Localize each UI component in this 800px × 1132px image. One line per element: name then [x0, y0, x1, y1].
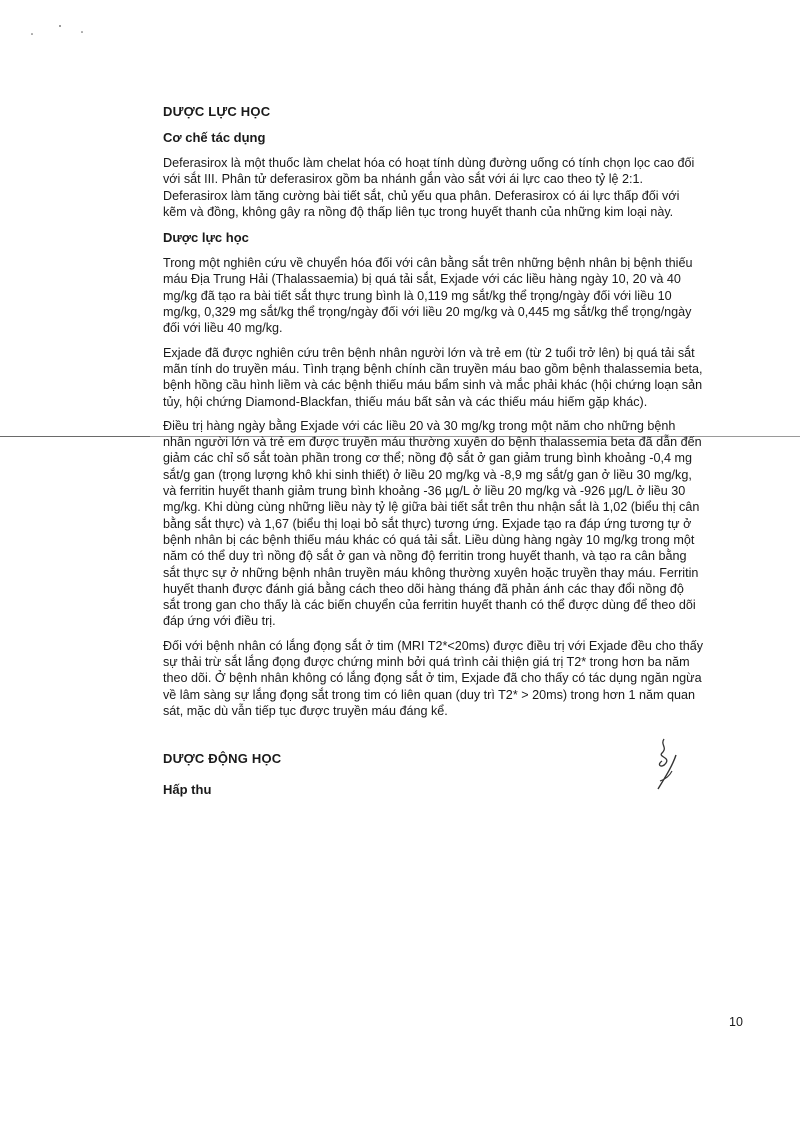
section-heading-pharmacodynamics: DƯỢC LỰC HỌC	[163, 104, 271, 119]
document-body	[163, 104, 703, 807]
subheading-absorption: Hấp thu	[163, 782, 212, 798]
handwritten-initials	[650, 735, 686, 793]
scan-speck-marks	[30, 20, 90, 50]
paragraph-iron-balance-study: Trong một nghiên cứu về chuyển hóa đối với cân bằng sắt trên những bệnh nhân bị bệnh thiếu máu Địa Trung Hải (Thalassaemia) bị quá tải sắt, Exjade với các liều hàng ngày 10, 20 và 40 mg/kg đã tạo ra bài tiết sắt thực trung bình là 0,119 mg sắt/kg thể trọng/ngày đối với liều 10 mg/kg, 0,329 mg sắt/kg thể trọng/ngày đối với liều 20 mg/kg và 0,445 mg sắt/kg thể trọng/ngày đối với liều 40 mg/kg.	[163, 256, 693, 336]
subheading-mechanism: Cơ chế tác dụng	[163, 130, 266, 145]
subheading-pharmacodynamics: Dược lực học	[163, 230, 249, 246]
scan-fold-line-left	[0, 436, 150, 437]
paragraph-mechanism: Deferasirox là một thuốc làm chelat hóa có hoạt tính dùng đường uống có tính chọn lọc cao đối với sắt III. Phân tử deferasirox gồm ba nhánh gắn vào sắt với ái lực cao theo tỷ lệ 2:1. Deferasirox làm tăng cường bài tiết sắt, chủ yếu qua phân. Deferasirox có ái lực thấp đối với kẽm và đồng, không gây ra nồng độ thấp liên tục trong huyết thanh của những kim loại này.	[163, 156, 695, 219]
section-heading-pharmacokinetics: DƯỢC ĐỘNG HỌC	[163, 751, 282, 767]
page-number: 10	[729, 1015, 743, 1029]
paragraph-daily-treatment: Điều trị hàng ngày bằng Exjade với các liều 20 và 30 mg/kg trong một năm cho những bệnh nhân người lớn và trẻ em được truyền máu thường xuyên do bệnh thalassemia beta đã dẫn đến giảm các chỉ số sắt toàn phần trong cơ thể; nồng độ sắt ở gan giảm trung bình khoảng -0,4 mg sắt/g gan (trọng lượng khô khi sinh thiết) ở liều 20 mg/kg và -8,9 mg sắt/g gan ở liều 30 mg/kg, và ferritin huyết thanh giảm trung bình khoảng -36 µg/L ở liều 20 mg/kg và -926 µg/L ở liều 30 mg/kg. Khi dùng cùng những liều này tỷ lệ giữa bài tiết sắt trên thu nhận sắt là 1,02 (biểu thị cân bằng sắt thực) và 1,67 (biểu thị loại bỏ sắt thực) tương ứng. Exjade tạo ra đáp ứng tương tự ở bệnh nhân bị các bệnh thiếu máu khác có quá tải sắt. Liều dùng hàng ngày 10 mg/kg trong một năm có thể duy trì nồng độ sắt ở gan và nồng độ ferritin trong huyết thanh, và tạo ra cân bằng sắt thực sự ở những bệnh nhân truyền máu không thường xuyên hoặc truyền thay máu. Ferritin huyết thanh được đánh giá bằng cách theo dõi hàng tháng đã phản ánh các thay đổi nồng độ sắt trong gan cho thấy là các biến chuyển của ferritin huyết thanh có thể được dùng để theo dõi đáp ứng với điều trị.	[163, 418, 702, 629]
paragraph-patient-population: Exjade đã được nghiên cứu trên bệnh nhân người lớn và trẻ em (từ 2 tuổi trở lên) bị quá tải sắt mãn tính do truyền máu. Tình trạng bệnh chính cần truyền máu bao gồm bệnh thalassemia beta, bệnh hồng cầu hình liềm và các bệnh thiếu máu bẩm sinh và mắc phải khác (hội chứng loạn sản tủy, hội chứng Diamond-Blackfan, thiếu máu bất sản và các thiếu máu hiếm gặp khác).	[163, 345, 703, 409]
paragraph-cardiac-iron: Đối với bệnh nhân có lắng đọng sắt ở tim (MRI T2*<20ms) được điều trị với Exjade đều cho thấy sự thải trừ sắt lắng đọng được chứng minh bởi quá trình cải thiện giá trị T2* trong hơn ba năm theo dõi. Ở bệnh nhân không có lắng đọng sắt ở tim, Exjade đã cho thấy có tác dụng ngăn ngừa về lâm sàng sự lắng đọng sắt trong tim có liên quan (duy trì T2* > 20ms) trong hơn 1 năm quan sát, mặc dù vẫn tiếp tục được truyền máu đáng kể.	[163, 638, 703, 718]
